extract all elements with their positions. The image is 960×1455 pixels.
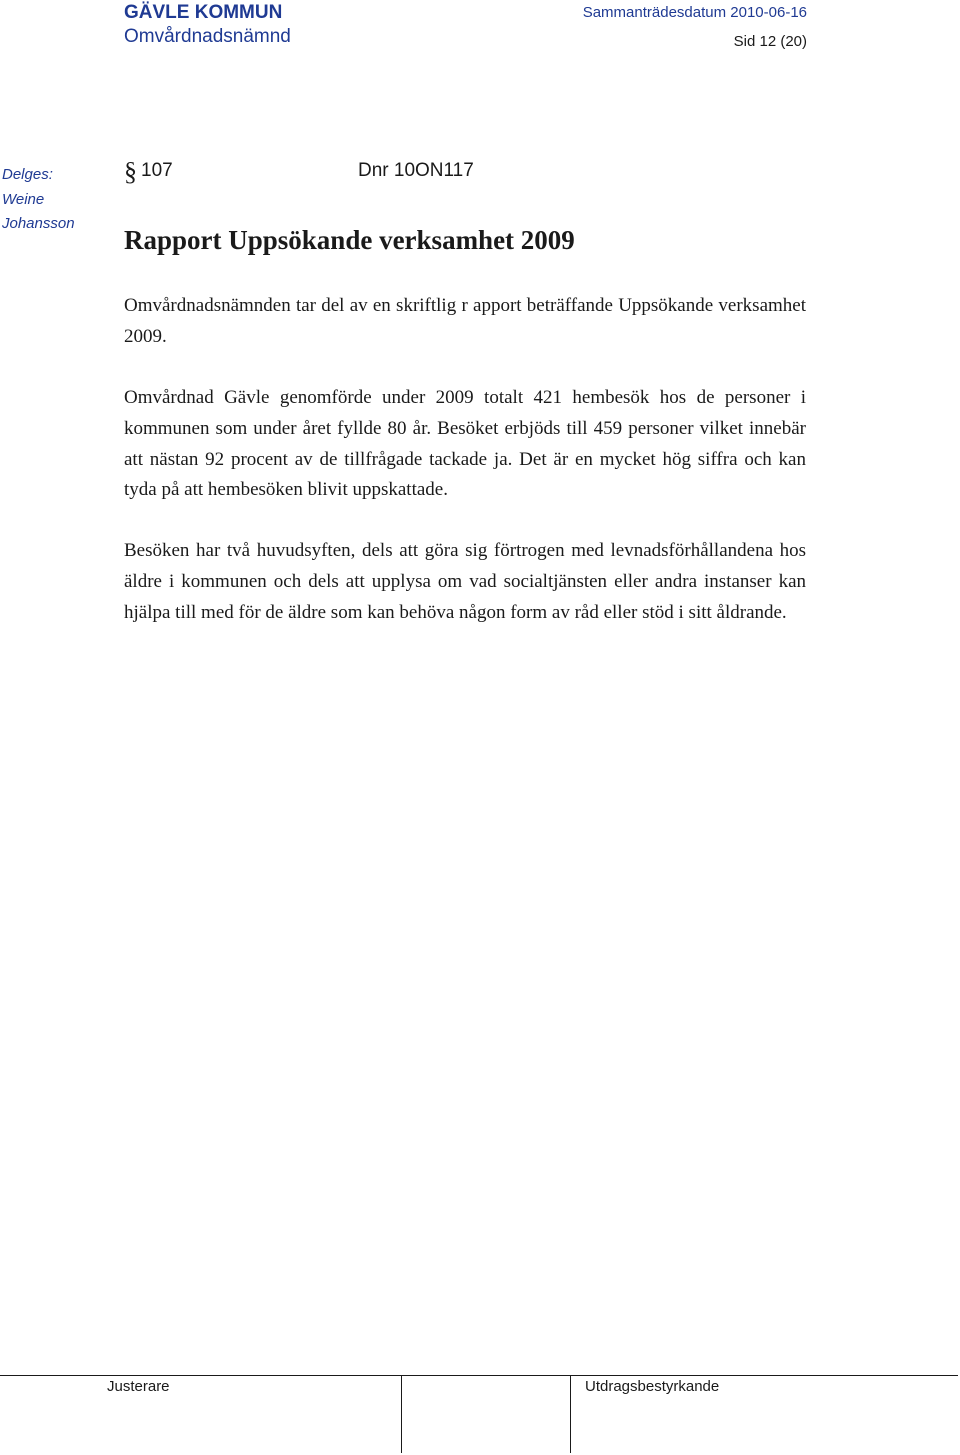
document-title: Rapport Uppsökande verksamhet 2009 [124, 225, 575, 255]
committee-name: Omvårdnadsnämnd [124, 26, 291, 47]
footer-column-divider [401, 1375, 402, 1453]
body-paragraph: Omvårdnad Gävle genomförde under 2009 totalt 421 hembesök hos de personer i kommunen som under året fyllde 80 år. Besöket erbjöds till 459 personer vilket innebär att nästan 92 procent av de tillfrågade tackade ja. Det är en mycket hög siffra och kan tyda på att hembesöken blivit uppskattade. [124, 387, 806, 501]
justerare-label: Justerare [107, 1378, 170, 1395]
distribution-name-first: Weine [2, 191, 45, 208]
diary-number: Dnr 10ON117 [358, 160, 474, 181]
body-paragraph: Besöken har två huvudsyften, dels att göra sig förtrogen med levnadsförhållandena hos äldre i kommunen och dels att upplysa om vad socialtjänsten eller andra instanser kan hjälpa till med för de äldre som kan behöva någon form av råd eller stöd i sitt åldrande. [124, 540, 806, 623]
utdragsbestyrkande-label: Utdragsbestyrkande [585, 1378, 720, 1395]
organization-name: GÄVLE KOMMUN [124, 2, 283, 23]
page-number: Sid 12 (20) [733, 33, 807, 50]
section-sign-icon: § [124, 157, 137, 186]
meeting-date: Sammanträdesdatum 2010-06-16 [582, 4, 807, 21]
distribution-label: Delges: [2, 166, 53, 183]
body-paragraph: Omvårdnadsnämnden tar del av en skriftlig r apport beträffande Uppsökande verksamhet 2009. [124, 295, 806, 347]
footer-divider [0, 1375, 958, 1376]
distribution-name-last: Johansson [2, 215, 75, 232]
footer-column-divider [570, 1375, 571, 1453]
section-number: 107 [141, 160, 173, 181]
signature-footer [0, 1375, 958, 1453]
